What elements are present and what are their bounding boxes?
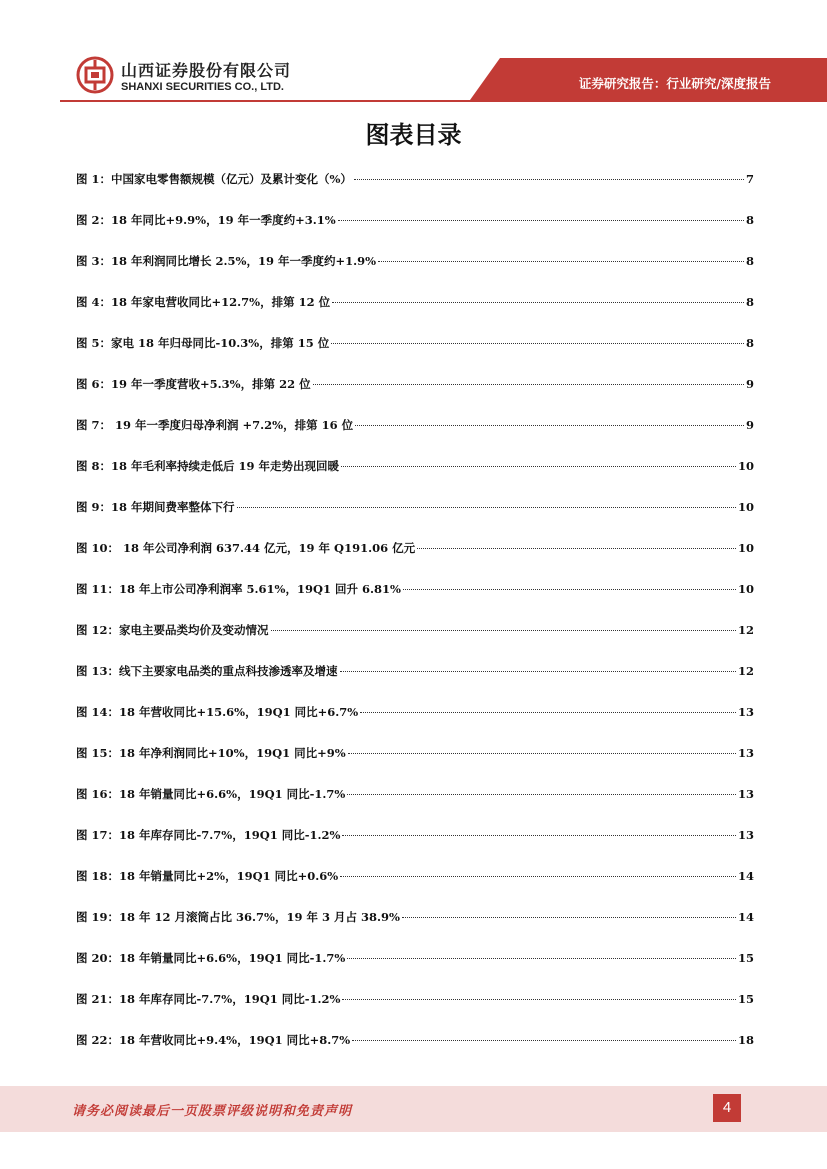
toc-entry-page: 12	[737, 664, 754, 678]
toc-entry-label: 图 2：18 年同比+9.9%，19 年一季度约+3.1%	[76, 213, 336, 227]
toc-entry-label: 图 6：19 年一季度营收+5.3%，排第 22 位	[76, 377, 311, 391]
toc-entry-label: 图 19：18 年 12 月滚筒占比 36.7%，19 年 3 月占 38.9%	[76, 910, 400, 924]
toc-entry-label: 图 10： 18 年公司净利润 637.44 亿元，19 年 Q191.06 亿元	[76, 541, 416, 555]
toc-entry-page: 13	[737, 787, 754, 801]
toc-entry[interactable]	[76, 335, 754, 376]
toc-entry-page: 13	[737, 705, 754, 719]
page-number: 4	[713, 1094, 741, 1122]
toc-entry-label: 图 16：18 年销量同比+6.6%，19Q1 同比-1.7%	[76, 787, 346, 801]
toc-entry-page: 12	[737, 623, 754, 637]
toc-entry[interactable]	[76, 499, 754, 540]
toc-leader-dots	[360, 711, 736, 713]
toc-leader-dots	[352, 1039, 736, 1041]
toc-entry-page: 13	[737, 746, 754, 760]
toc-leader-dots	[340, 875, 736, 877]
toc-entry-label: 图 4：18 年家电营收同比+12.7%，排第 12 位	[76, 295, 331, 309]
toc-entry-label: 图 22：18 年营收同比+9.4%，19Q1 同比+8.7%	[76, 1033, 351, 1047]
toc-entry-page: 7	[745, 172, 754, 186]
toc-entry[interactable]	[76, 827, 754, 868]
toc-entry-label: 图 15：18 年净利润同比+10%，19Q1 同比+9%	[76, 746, 346, 760]
toc-leader-dots	[341, 465, 736, 467]
toc-entry-page: 14	[737, 910, 754, 924]
toc-leader-dots	[237, 506, 736, 508]
toc-entry[interactable]	[76, 663, 754, 704]
toc-entry-label: 图 11：18 年上市公司净利润率 5.61%，19Q1 回升 6.81%	[76, 582, 401, 596]
company-name-cn: 山西证券股份有限公司	[121, 61, 292, 80]
toc-entry[interactable]	[76, 704, 754, 745]
toc-leader-dots	[347, 957, 736, 959]
toc-entry-label: 图 1：中国家电零售额规模（亿元）及累计变化（%）	[76, 172, 352, 186]
toc-entry[interactable]	[76, 909, 754, 950]
toc-entry-label: 图 7： 19 年一季度归母净利润 +7.2%，排第 16 位	[76, 418, 354, 432]
toc-leader-dots	[271, 629, 736, 631]
toc-leader-dots	[347, 793, 736, 795]
toc-entry-label: 图 5：家电 18 年归母同比-10.3%，排第 15 位	[76, 336, 330, 350]
toc-leader-dots	[331, 342, 744, 344]
toc-entry-page: 8	[745, 254, 754, 268]
toc-entry-label: 图 13：线下主要家电品类的重点科技渗透率及增速	[76, 664, 338, 678]
header-divider	[60, 100, 827, 102]
toc-entry-page: 8	[745, 336, 754, 350]
page-title: 图表目录	[365, 121, 462, 149]
toc-leader-dots	[378, 260, 744, 262]
toc-entry-page: 10	[737, 500, 754, 514]
toc-entry[interactable]	[76, 376, 754, 417]
toc-leader-dots	[354, 178, 744, 180]
toc-leader-dots	[403, 588, 736, 590]
toc-entry-label: 图 21：18 年库存同比-7.7%，19Q1 同比-1.2%	[76, 992, 341, 1006]
toc-entry-page: 18	[737, 1033, 754, 1047]
toc-entry-page: 15	[737, 992, 754, 1006]
toc-entry[interactable]	[76, 294, 754, 335]
toc-entry[interactable]	[76, 581, 754, 622]
report-type-label: 证券研究报告：行业研究/深度报告	[578, 76, 771, 91]
toc-entry-label: 图 14：18 年营收同比+15.6%，19Q1 同比+6.7%	[76, 705, 359, 719]
toc-leader-dots	[402, 916, 736, 918]
toc-entry-label: 图 3：18 年利润同比增长 2.5%，19 年一季度约+1.9%	[76, 254, 377, 268]
toc-leader-dots	[342, 998, 736, 1000]
toc-entry-label: 图 18：18 年销量同比+2%，19Q1 同比+0.6%	[76, 869, 339, 883]
toc-entry-page: 9	[745, 418, 754, 432]
toc-entry[interactable]	[76, 212, 754, 253]
toc-entry[interactable]	[76, 171, 754, 212]
toc-entry-page: 10	[737, 541, 754, 555]
footer-disclaimer: 请务必阅读最后一页股票评级说明和免责声明	[72, 1104, 353, 1119]
toc-leader-dots	[332, 301, 744, 303]
toc-entry[interactable]	[76, 868, 754, 909]
toc-entry-page: 14	[737, 869, 754, 883]
toc-entry[interactable]	[76, 540, 754, 581]
toc-entry[interactable]	[76, 950, 754, 991]
toc-entry-page: 13	[737, 828, 754, 842]
toc-entry-page: 8	[745, 295, 754, 309]
toc-entry[interactable]	[76, 622, 754, 663]
toc-entry[interactable]	[76, 417, 754, 458]
toc-entry[interactable]	[76, 991, 754, 1032]
toc-entry-page: 9	[745, 377, 754, 391]
toc-leader-dots	[348, 752, 736, 754]
toc-entry[interactable]	[76, 745, 754, 786]
toc-entry-page: 10	[737, 459, 754, 473]
toc-entry[interactable]	[76, 1032, 754, 1073]
company-logo-icon	[76, 56, 114, 94]
toc-entry-label: 图 8：18 年毛利率持续走低后 19 年走势出现回暖	[76, 459, 340, 473]
toc-entry-label: 图 20：18 年销量同比+6.6%，19Q1 同比-1.7%	[76, 951, 346, 965]
toc-entry-page: 10	[737, 582, 754, 596]
toc-leader-dots	[342, 834, 736, 836]
toc-entry-label: 图 9：18 年期间费率整体下行	[76, 500, 235, 514]
company-name-en: SHANXI SECURITIES CO., LTD.	[121, 81, 284, 93]
toc-entry-label: 图 12：家电主要品类均价及变动情况	[76, 623, 269, 637]
toc-entry-page: 8	[745, 213, 754, 227]
toc-leader-dots	[417, 547, 736, 549]
figure-table-of-contents	[76, 171, 754, 1073]
toc-leader-dots	[338, 219, 744, 221]
toc-entry-page: 15	[737, 951, 754, 965]
toc-entry-label: 图 17：18 年库存同比-7.7%，19Q1 同比-1.2%	[76, 828, 341, 842]
toc-entry[interactable]	[76, 458, 754, 499]
toc-leader-dots	[355, 424, 744, 426]
toc-entry[interactable]	[76, 253, 754, 294]
toc-entry[interactable]	[76, 786, 754, 827]
toc-leader-dots	[340, 670, 736, 672]
toc-leader-dots	[313, 383, 744, 385]
